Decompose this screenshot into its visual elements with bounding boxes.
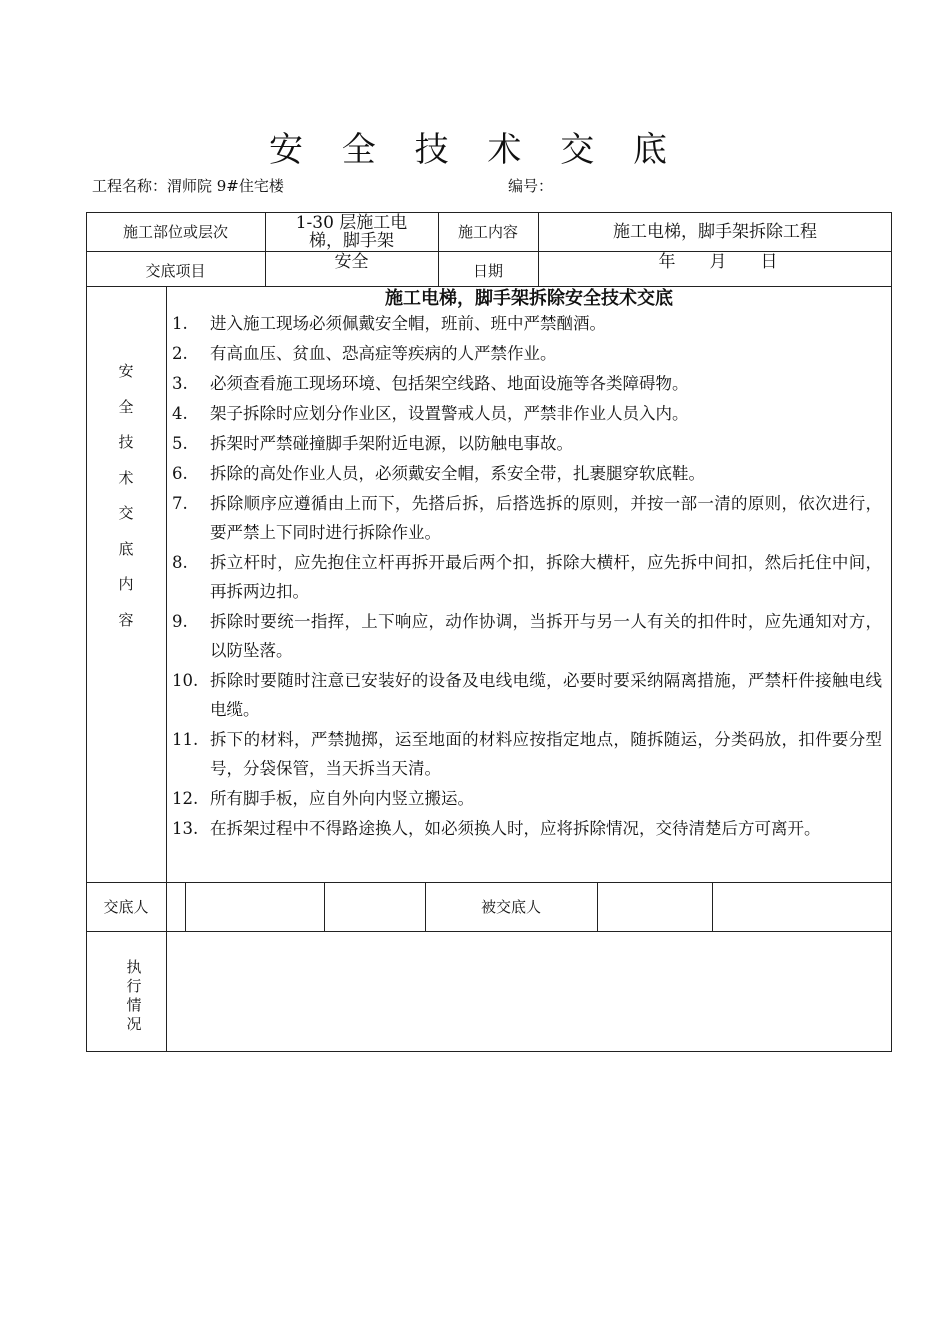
item-text: 所有脚手板，应自外向内竖立搬运。 <box>210 789 474 808</box>
list-item <box>172 607 882 665</box>
item-text: 架子拆除时应划分作业区，设置警戒人员，严禁非作业人员入内。 <box>210 404 689 423</box>
list-item <box>172 725 882 783</box>
disclosure-giver-label: 交底人 <box>103 897 149 916</box>
item-number: 9. <box>172 612 188 631</box>
list-item <box>172 399 882 428</box>
construction-part-label: 施工部位或层次 <box>122 222 228 241</box>
side-label-char: 容 <box>118 610 134 629</box>
list-item <box>172 429 882 458</box>
side-label-char: 安 <box>118 362 134 380</box>
list-item <box>172 666 882 724</box>
item-text: 拆除顺序应遵循由上而下，先搭后拆，后搭选拆的原则，并按一部一清的原则，依次进行，要严禁上下同时进行拆除作业。 <box>210 494 882 542</box>
item-number: 5. <box>172 434 188 453</box>
item-number: 13. <box>172 819 199 838</box>
col-divider <box>597 882 598 931</box>
list-item <box>172 784 882 813</box>
execution-label <box>94 958 174 1034</box>
execution-label-char: 况 <box>126 1015 142 1033</box>
side-label-char: 内 <box>118 575 134 593</box>
item-text: 在拆架过程中不得路途换人，如必须换人时，应将拆除情况，交待清楚后方可离开。 <box>210 819 821 838</box>
item-number: 1. <box>172 314 188 333</box>
item-number: 7. <box>172 494 188 513</box>
execution-label-char: 执 <box>126 958 142 976</box>
col-divider <box>712 882 713 931</box>
item-text: 拆除的高处作业人员，必须戴安全帽，系安全带，扎裹腿穿软底鞋。 <box>210 464 705 483</box>
list-item <box>172 309 882 338</box>
col-divider <box>265 212 266 286</box>
list-item <box>172 548 882 606</box>
date-value: 年 月 日 <box>658 252 778 272</box>
content-side-label <box>86 360 166 644</box>
document-title: 安 全 技 术 交 底 <box>268 130 682 170</box>
item-text: 进入施工现场必须佩戴安全帽，班前、班中严禁酗酒。 <box>210 314 606 333</box>
item-number: 10. <box>172 671 199 690</box>
safety-item-list <box>172 309 882 844</box>
item-text: 有高血压、贫血、恐高症等疾病的人严禁作业。 <box>210 344 557 363</box>
side-label-char: 底 <box>118 539 134 558</box>
disclosure-receiver-label: 被交底人 <box>480 897 541 916</box>
item-number: 2. <box>172 344 188 363</box>
col-divider <box>166 286 167 1052</box>
construction-content-value: 施工电梯，脚手架拆除工程 <box>613 221 817 242</box>
item-number: 8. <box>172 553 188 572</box>
row-divider <box>86 931 892 932</box>
side-label-char: 交 <box>118 504 134 522</box>
side-label-char: 术 <box>118 468 134 487</box>
col-divider <box>185 882 186 931</box>
disclosure-item-value: 安全 <box>334 252 369 272</box>
item-text: 拆下的材料，严禁抛掷，运至地面的材料应按指定地点，随拆随运，分类码放，扣件要分型号，分袋保管，当天拆当天清。 <box>210 730 882 778</box>
disclosure-item-label: 交底项目 <box>145 261 206 280</box>
item-number: 12. <box>172 789 199 808</box>
construction-part-value: 1-30 层施工电梯，脚手架 <box>295 212 408 251</box>
side-label-char: 技 <box>118 433 134 451</box>
item-number: 4. <box>172 404 188 423</box>
execution-label-char: 情 <box>126 996 142 1014</box>
item-text: 拆架时严禁碰撞脚手架附近电源，以防触电事故。 <box>210 434 573 453</box>
project-name: 工程名称：渭师院 9#住宅楼 <box>92 177 284 195</box>
side-label-char: 全 <box>118 397 134 416</box>
document-number: 编号： <box>508 177 554 195</box>
list-item <box>172 339 882 368</box>
content-heading: 施工电梯，脚手架拆除安全技术交底 <box>385 288 673 309</box>
list-item <box>172 369 882 398</box>
execution-label-char: 行 <box>126 977 142 995</box>
item-number: 3. <box>172 374 188 393</box>
date-label: 日期 <box>472 261 503 280</box>
item-text: 拆除时要随时注意已安装好的设备及电线电缆，必要时要采纳隔离措施，严禁杆件接触电线电缆。 <box>210 671 882 719</box>
item-number: 11. <box>172 730 199 749</box>
item-text: 拆除时要统一指挥，上下响应，动作协调，当拆开与另一人有关的扣件时，应先通知对方，以防坠落。 <box>210 612 882 660</box>
col-divider <box>324 882 325 931</box>
construction-content-label: 施工内容 <box>457 222 518 241</box>
list-item <box>172 489 882 547</box>
item-number: 6. <box>172 464 188 483</box>
row-divider <box>86 286 892 287</box>
item-text: 拆立杆时，应先抱住立杆再拆开最后两个扣，拆除大横杆，应先拆中间扣，然后托住中间，再拆两边扣。 <box>210 553 882 601</box>
list-item <box>172 814 882 843</box>
list-item <box>172 459 882 488</box>
item-text: 必须查看施工现场环境、包括架空线路、地面设施等各类障碍物。 <box>210 374 689 393</box>
